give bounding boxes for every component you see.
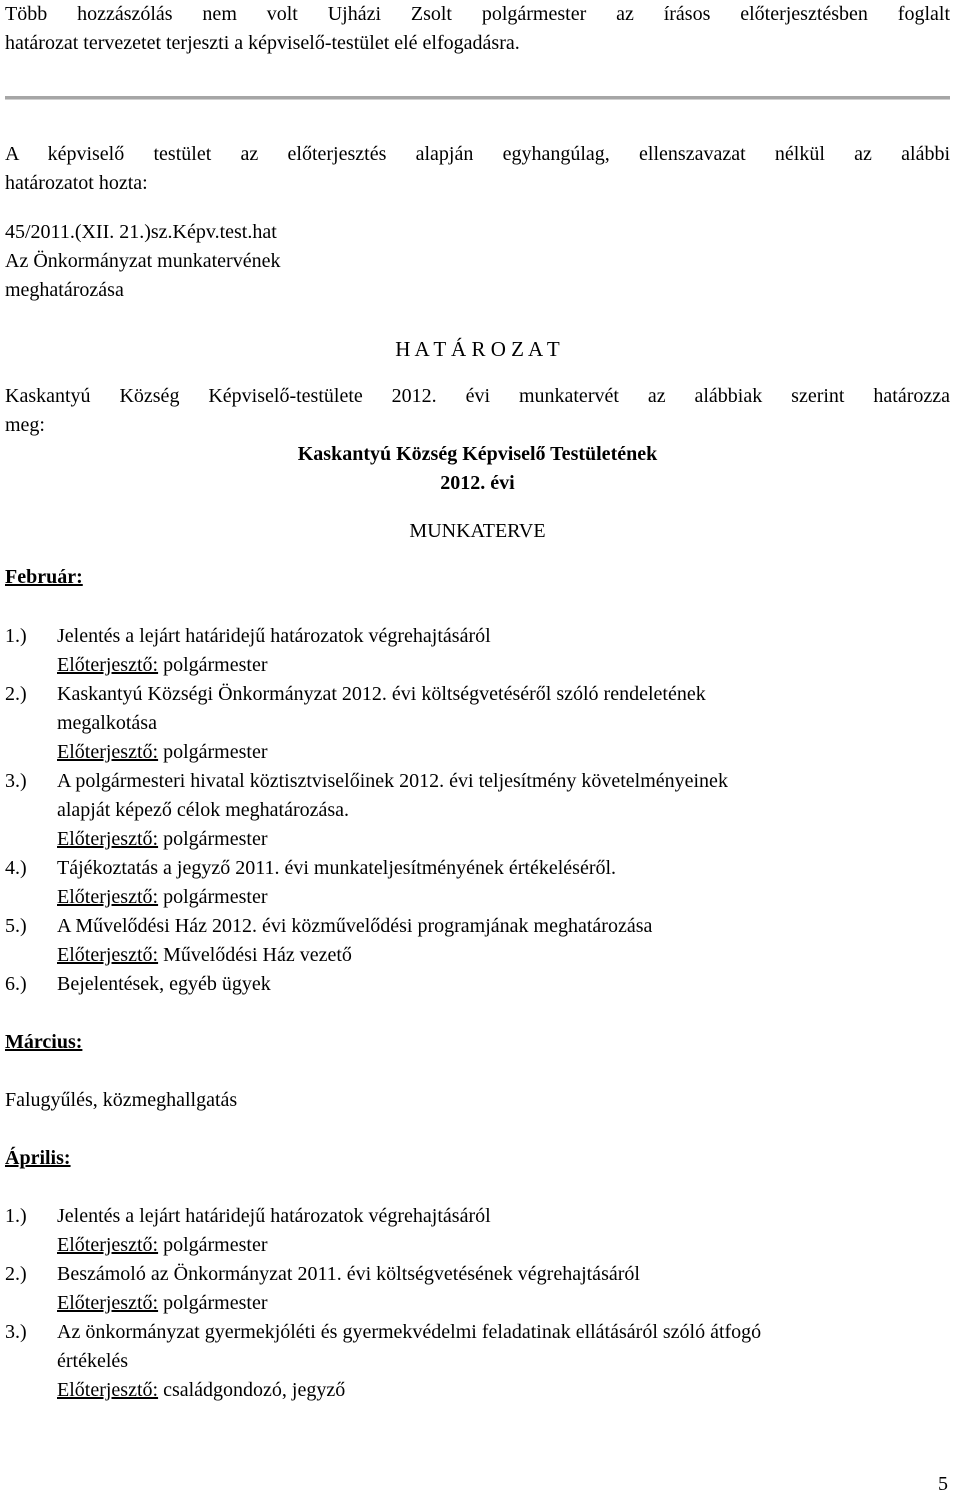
intro-line-2: határozat tervezetet terjeszti a képviselő-testület elé elfogadásra.	[5, 32, 520, 54]
list-item: 3.) Az önkormányzat gyermekjóléti és gyermekvédelmi feladatinak ellátásáról szóló átfogó értékelés	[5, 1321, 762, 1372]
presenter-line: Előterjesztő: polgármester	[57, 828, 268, 850]
month-february: Február:	[5, 566, 83, 588]
plan-title-3: MUNKATERVE	[409, 520, 546, 542]
list-item: 6.) Bejelentések, egyéb ügyek	[5, 973, 271, 995]
resolution-subject-1: Az Önkormányzat munkatervének	[5, 250, 281, 272]
list-item: 1.) Jelentés a lejárt határidejű határozatok végrehajtásáról	[5, 1205, 491, 1227]
plan-title-1: Kaskantyú Község Képviselő Testületének	[297, 443, 658, 465]
presenter-line: Előterjesztő: Művelődési Ház vezető	[57, 944, 352, 966]
resolution-number: 45/2011.(XII. 21.)sz.Képv.test.hat	[5, 221, 277, 243]
march-text: Falugyűlés, közmeghallgatás	[5, 1089, 238, 1111]
list-item: 3.) A polgármesteri hivatal köztisztviselőinek 2012. évi teljesítmény követelményeinek alapját képező célok meghatározása.	[5, 770, 728, 821]
month-april: Április:	[5, 1147, 71, 1169]
april-list	[5, 1202, 950, 1405]
month-march: Március:	[5, 1031, 83, 1053]
presenter-line: Előterjesztő: polgármester	[57, 1292, 268, 1314]
intro-line-1: Több hozzászólás nem volt Ujházi Zsolt polgármester az írásos előterjesztésben foglalt	[5, 3, 950, 25]
horizontal-divider	[5, 96, 950, 100]
list-item: 5.) A Művelődési Ház 2012. évi közművelődési programjának meghatározása	[5, 915, 653, 937]
february-list	[5, 622, 950, 999]
list-item: 2.) Beszámoló az Önkormányzat 2011. évi költségvetésének végrehajtásáról	[5, 1263, 640, 1285]
resolution-heading: H A T Á R O Z A T	[395, 337, 560, 361]
vote-line-2: határozatot hozta:	[5, 172, 148, 194]
document-page	[5, 0, 950, 1405]
presenter-line: Előterjesztő: polgármester	[57, 886, 268, 908]
page-number: 5	[938, 1473, 948, 1495]
list-item: 2.) Kaskantyú Községi Önkormányzat 2012. évi költségvetéséről szóló rendeletének megalkotása	[5, 683, 706, 734]
presenter-line: Előterjesztő: polgármester	[57, 741, 268, 763]
resolution-subject-2: meghatározása	[5, 279, 124, 301]
presenter-line: Előterjesztő: polgármester	[57, 654, 268, 676]
list-item: 4.) Tájékoztatás a jegyző 2011. évi munkateljesítményének értékeléséről.	[5, 857, 617, 879]
vote-line-1: A képviselő testület az előterjesztés alapján egyhangúlag, ellenszavazat nélkül az alábbi	[5, 143, 950, 165]
resolution-text-1: Kaskantyú Község Képviselő-testülete 2012. évi munkatervét az alábbiak szerint határozza	[5, 385, 950, 407]
presenter-line: Előterjesztő: polgármester	[57, 1234, 268, 1256]
list-item: 1.) Jelentés a lejárt határidejű határozatok végrehajtásáról	[5, 625, 491, 647]
resolution-text-2: meg:	[5, 414, 45, 436]
presenter-line: Előterjesztő: családgondozó, jegyző	[57, 1379, 346, 1401]
plan-title-2: 2012. évi	[440, 472, 515, 494]
